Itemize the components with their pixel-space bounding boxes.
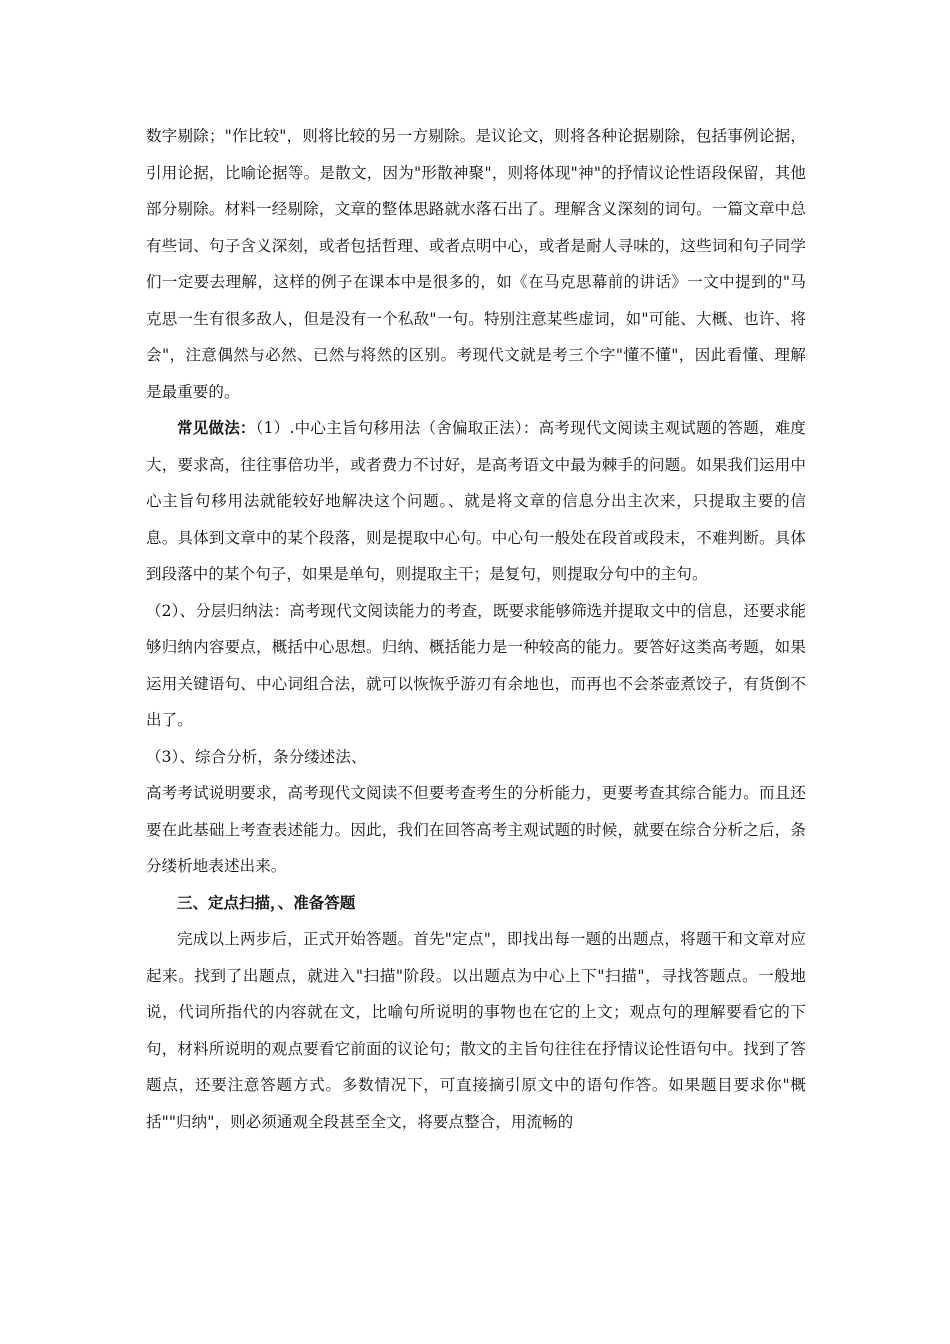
document-body: [146, 118, 806, 1140]
common-methods-body: （1）.中心主旨句移用法（舍偏取正法）：高考现代文阅读主观试题的答题，难度大，要求高，往往事倍功半，或者费力不讨好，是高考语文中最为棘手的问题。如果我们运用中心主旨句移用法就能较好地解决这个问题。、就是将文章的信息分出主次来，只提取主要的信息。具体到文章中的某个段落，则是提取中心句。中心句一般处在段首或段末，不难判断。具体到段落中的某个句子，如果是单句，则提取主干；是复句，则提取分句中的主句。: [146, 419, 806, 583]
common-methods-label: 常见做法：: [177, 418, 256, 437]
paragraph-comprehensive-analysis-title: （3）、综合分析，条分缕述法、: [146, 747, 367, 766]
paragraph-common-methods: [146, 410, 806, 593]
section-heading-three: 三、定点扫描，、准备答题: [177, 892, 356, 912]
paragraph-locate-and-scan: 完成以上两步后，正式开始答题。首先"定点"，即找出每一题的出题点，将题干和文章对应起来。找到了出题点，就进入"扫描"阶段。以出题点为中心上下"扫描"，寻找答题点。一般地说，代词所指代的内容就在文，比喻句所说明的事物也在它的上文；观点句的理解要看它的下句，材料所说明的观点要看它前面的议论句；散文的主旨句往往在抒情议论性语句中。找到了答题点，还要注意答题方式。多数情况下，可直接摘引原文中的语句作答。如果题目要求你"概括""归纳"，则必须通观全段甚至全文，将要点整合，用流畅的: [146, 930, 806, 1131]
paragraph-layered-induction: （2）、分层归纳法：高考现代文阅读能力的考查，既要求能够筛选并提取文中的信息，还要求能够归纳内容要点，概括中心思想。归纳、概括能力是一种较高的能力。要答好这类高考题，如果运用关键语句、中心词组合法，就可以恢恢乎游刃有余地也，而再也不会茶壶煮饺子，有货倒不出了。: [146, 601, 806, 729]
paragraph-exam-requirements: 高考考试说明要求，高考现代文阅读不但要考查考生的分析能力，更要考查其综合能力。而且还要在此基础上考查表述能力。因此，我们在回答高考主观试题的时候，就要在综合分析之后，条分缕析地表述出来。: [146, 784, 806, 875]
paragraph-elimination-method: 数字剔除；"作比较"，则将比较的另一方剔除。是议论文，则将各种论据剔除，包括事例论据，引用论据，比喻论据等。是散文，因为"形散神聚"，则将体现"神"的抒情议论性语段保留，其他部分剔除。材料一经剔除，文章的整体思路就水落石出了。理解含义深刻的词句。一篇文章中总有些词、句子含义深刻，或者包括哲理、或者点明中心，或者是耐人寻味的，这些词和句子同学们一定要去理解，这样的例子在课本中是很多的，如《在马克思幕前的讲话》一文中提到的"马克思一生有很多敌人，但是没有一个私敌"一句。特别注意某些虚词，如"可能、大概、也许、将会"，注意偶然与必然、已然与将然的区别。考现代文就是考三个字"懂不懂"，因此看懂、理解是最重要的。: [146, 127, 806, 401]
